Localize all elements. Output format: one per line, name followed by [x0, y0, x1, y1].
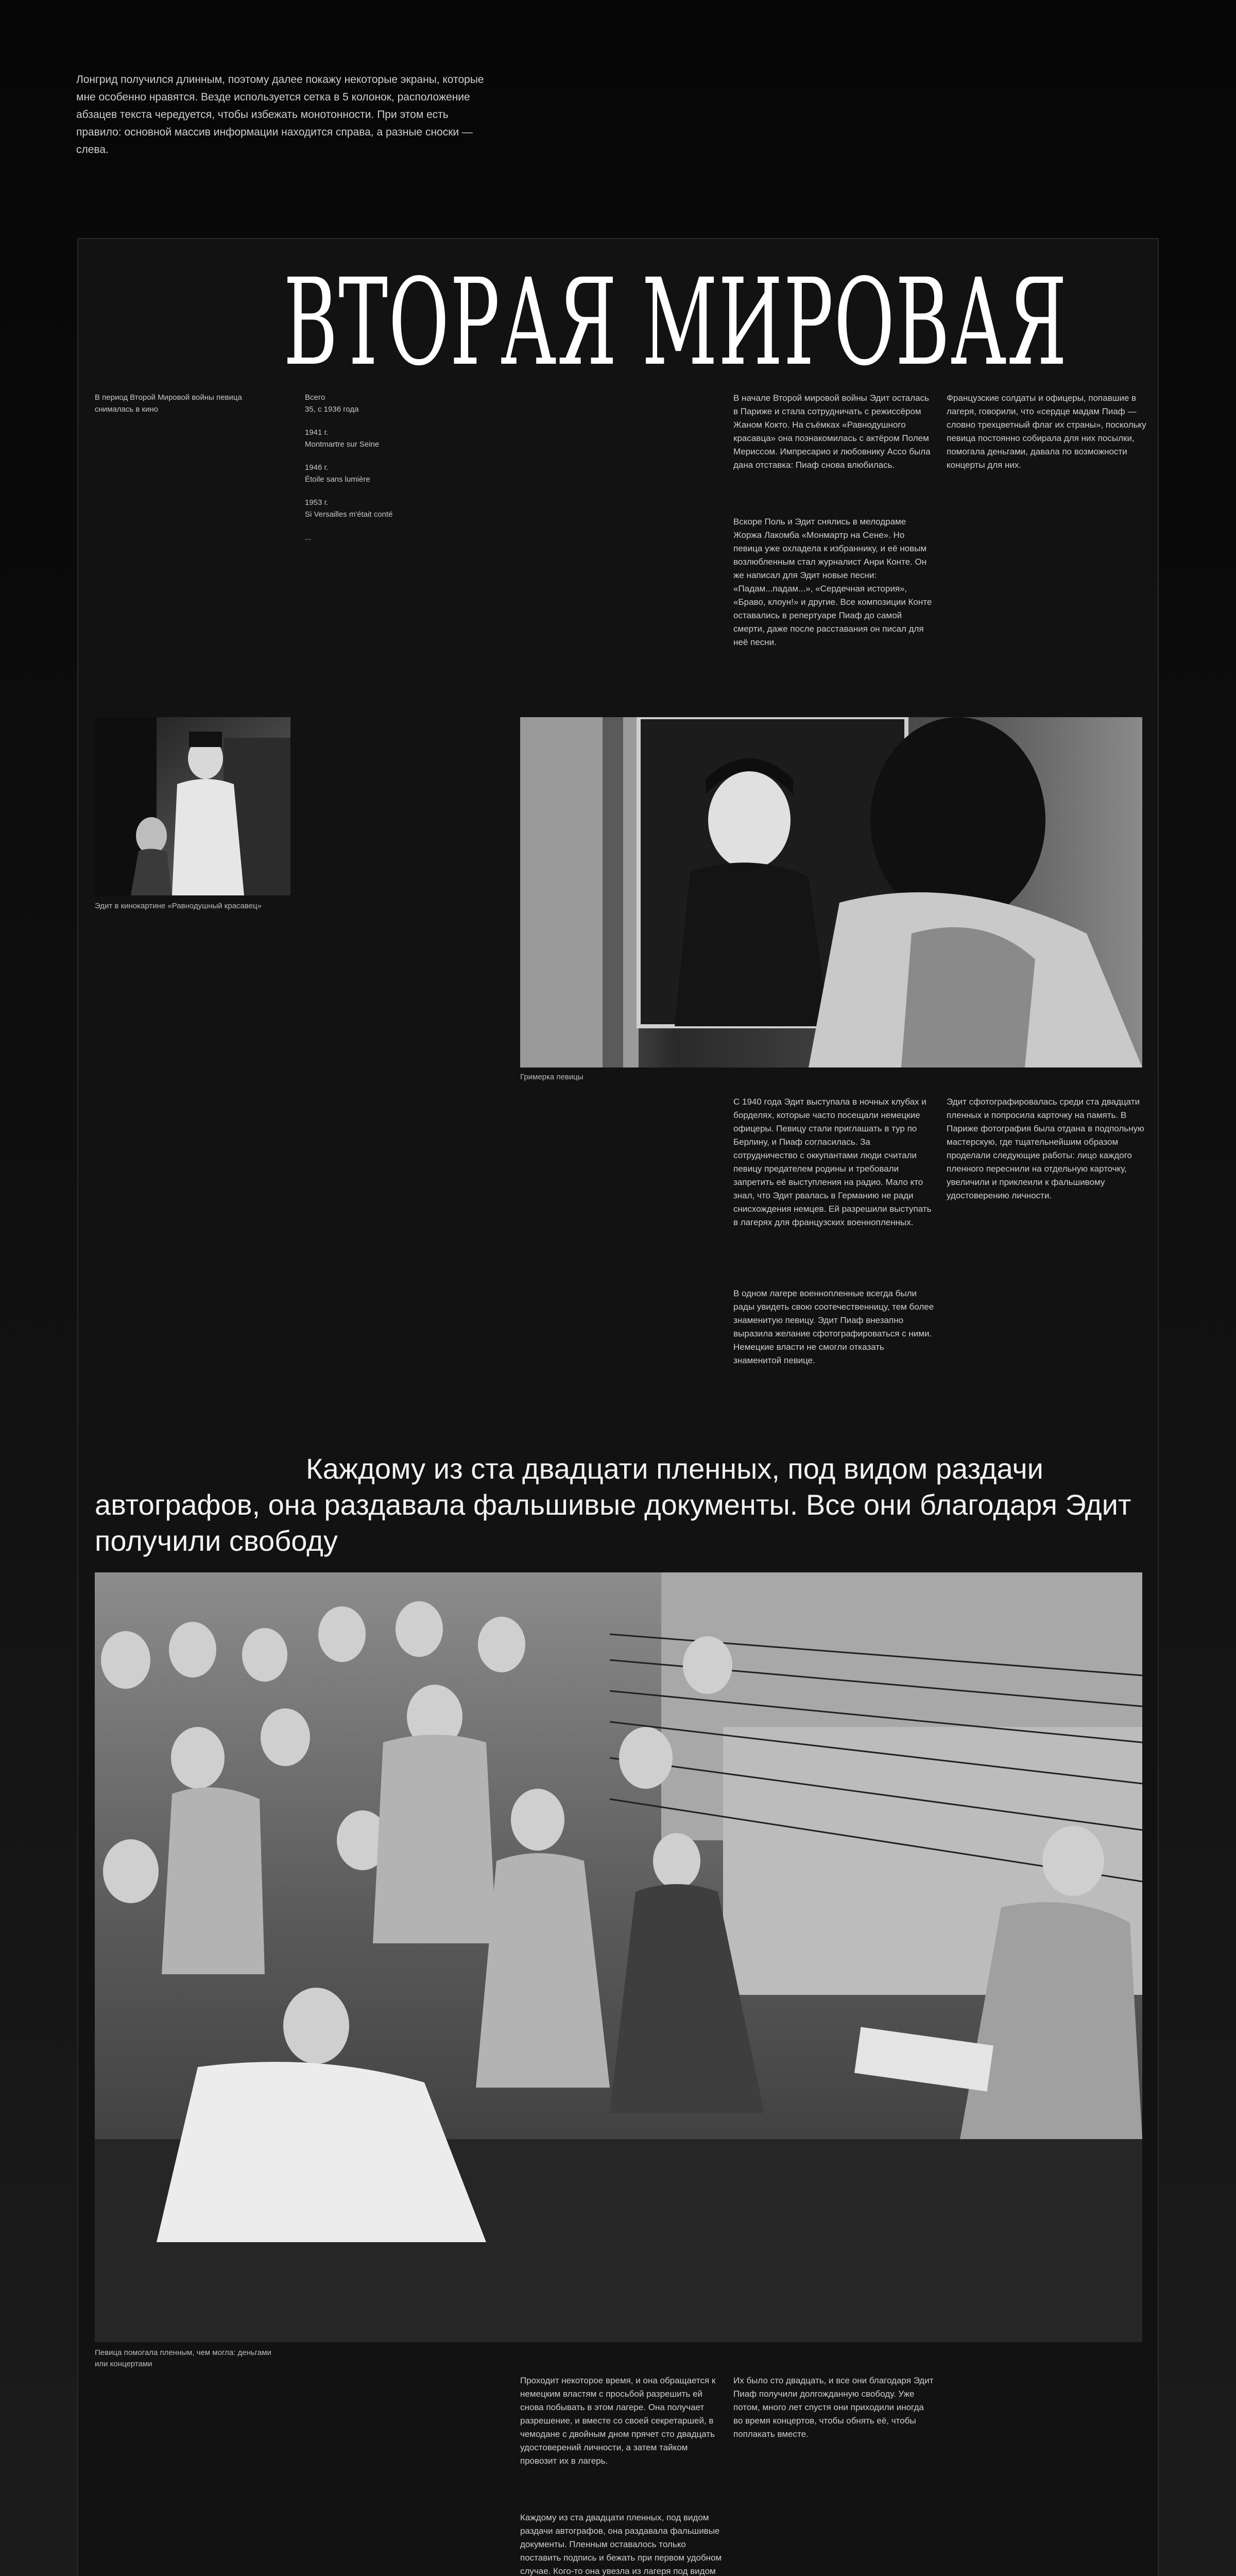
longread-panel — [77, 238, 1159, 2576]
filmography-year: 1946 г. — [305, 463, 329, 472]
paragraph-freedom: Их было сто двадцать, и все они благодаря Эдит Пиаф получили долгожданную свободу. Уже потом, много лет спустя они приходили иногда во время концертов, чтобы обнять её, чтобы поплакать вместе. — [733, 2376, 934, 2439]
filmography-item — [305, 427, 470, 450]
filmography-year: 1941 г. — [305, 428, 329, 437]
filmography-title: Montmartre sur Seine — [305, 440, 380, 449]
filmography-item — [305, 392, 470, 415]
film-still-photo — [95, 717, 290, 895]
filmography-title: Étoile sans lumière — [305, 475, 370, 484]
filmography-more: ... — [305, 533, 312, 542]
paragraph-clubs: С 1940 года Эдит выступала в ночных клубах и борделях, которые часто посещали немецкие офицеры. Певицу стали приглашать в тур по Берлину, и Пиаф согласилась. За сотрудничество с оккупантами люди считали певицу предателем родины и требовали запретить её выступления на радио. Мало кто знал, что Эдит рвалась в Германию не ради снисхождения немцев. Ей разрешили выступать в лагерях для французских военнопленных. — [733, 1097, 932, 1227]
dressing-room-image — [520, 717, 1142, 1067]
paragraph-camp: В одном лагере военнопленные всегда были рады увидеть свою соотечественницу, тем более знаменитую певицу. Эдит Пиаф внезапно выразила желание сфотографироваться с ними. Немецкие власти не смогли отказать знаменитой певице. — [733, 1289, 934, 1365]
dressing-room-caption: Гримерка певицы — [520, 1073, 583, 1081]
filmography-item — [305, 497, 470, 520]
pull-quote: Каждому из ста двадцати пленных, под видом раздачи автографов, она раздавала фальшивые документы. Все они благодаря Эдит получили свободу — [95, 1452, 1131, 1557]
intro-text: Лонгрид получился длинным, поэтому далее покажу некоторые экраны, которые мне особенно нравятся. Везде используется сетка в 5 колонок, расположение абзацев текста чередуется, чтобы избежать монотонности. При этом есть правило: основной массив информации находится справа, а разные сноски — слева. — [76, 74, 484, 156]
filmography-list — [305, 392, 470, 544]
filmography-title: 35, с 1936 года — [305, 405, 359, 414]
paragraph-cocteau: В начале Второй мировой войны Эдит осталась в Париже и стала сотрудничать с режиссёром Жаном Кокто. На съёмках «Равнодушного красавца» она познакомилась с актёром Полем Мериссом. Импресарио и любовнику Ассо была дана отставка: Пиаф снова влюбилась. — [733, 393, 931, 470]
prisoners-caption: Певица помогала пленным, чем могла: деньгами или концертами — [95, 2348, 271, 2368]
paragraph-documents: Каждому из ста двадцати пленных, под видом раздачи автографов, она раздавала фальшивые документы. Пленным оставалось только поставить подпись и бежать при первом удобном случае. Кого-то она увезла из лагеря под видом — [520, 2513, 722, 2576]
prisoners-image — [95, 1572, 1142, 2342]
paragraph-return: Проходит некоторое время, и она обращается к немецким властям с просьбой разрешить ей снова побывать в этом лагере. Она получает разрешение, и вместе со своей секретаршей, в чемодане с двойным дном прячет сто двадцать удостоверений личности, а затем тайком провозит их в лагерь. — [520, 2376, 716, 2466]
filmography-year: Всего — [305, 393, 325, 402]
filmography-item — [305, 462, 470, 485]
films-note: В период Второй Мировой войны певица снималась в кино — [95, 393, 242, 414]
paragraph-conte: Вскоре Поль и Эдит снялись в мелодраме Жоржа Лакомба «Монмартр на Сене». Но певица уже охладела к избраннику, и её новым возлюбленным стал журналист Анри Конте. Он же написал для Эдит новые песни: «Падам...падам...», «Сердечная история», «Браво, клоун!» и другие. Все композиции Конте оставались в репертуаре Пиаф до самой смерти, даже после расставания он писал для неё песни. — [733, 517, 932, 647]
paragraph-photo-cards: Эдит сфотографировалась среди ста двадцати пленных и попросила карточку на память. В Париже фотография была отдана в подпольную мастерскую, где тщательнейшим образом проделали следующие работы: лицо каждого пленного переснили на отдельную карточку, увеличили и приклеили к фальшивому удостоверению личности. — [947, 1097, 1144, 1200]
section-title: ВТОРАЯ МИРОВАЯ — [283, 253, 1068, 392]
film-still-caption: Эдит в кинокартине «Равнодушный красавец» — [95, 902, 262, 910]
paragraph-soldiers: Французские солдаты и офицеры, попавшие в лагеря, говорили, что «сердце мадам Пиаф — словно трехцветный флаг их страны», поскольку певица постоянно собирала для них посылки, помогала деньгами, давала по возможности концерты для них. — [947, 393, 1146, 470]
film-still-image — [95, 717, 290, 895]
filmography-title: Si Versailles m'était conté — [305, 510, 393, 519]
dressing-room-photo — [520, 717, 1142, 1067]
filmography-year: 1953 г. — [305, 498, 329, 507]
prisoners-photo — [95, 1572, 1142, 2342]
